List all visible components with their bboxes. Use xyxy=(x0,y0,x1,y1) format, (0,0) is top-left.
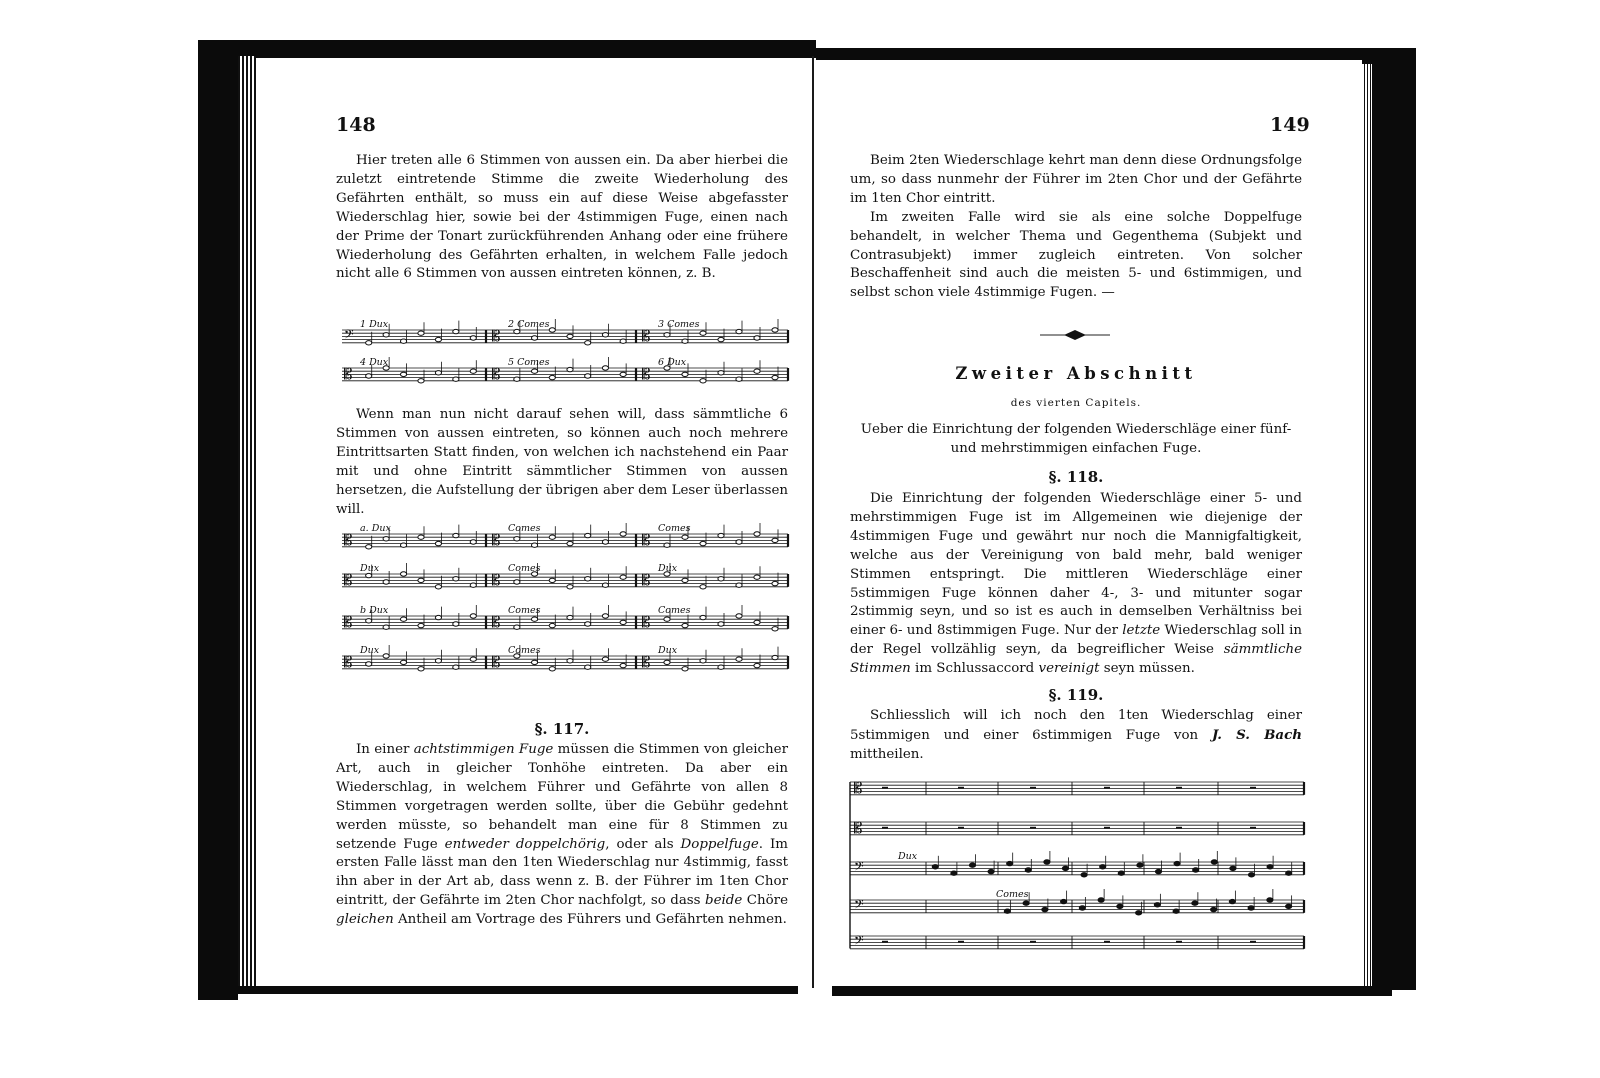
music-note xyxy=(585,533,591,537)
music-note xyxy=(682,339,688,343)
music-note xyxy=(366,662,372,666)
music-note xyxy=(418,331,424,335)
music-note xyxy=(1137,863,1143,867)
music-note xyxy=(1117,904,1123,908)
music-note xyxy=(754,663,760,667)
music-note xyxy=(1267,898,1273,902)
clef-icon: 𝄡 xyxy=(642,365,651,383)
voice-label: 3 Comes xyxy=(658,319,700,330)
music-note xyxy=(514,537,520,541)
music-note xyxy=(470,657,476,661)
music-note xyxy=(549,375,555,379)
music-note xyxy=(514,329,520,333)
music-note xyxy=(1081,873,1087,877)
music-note xyxy=(435,615,441,619)
ornament-divider xyxy=(1040,329,1110,341)
music-note xyxy=(514,580,520,584)
music-note xyxy=(585,665,591,669)
music-note xyxy=(1062,866,1068,870)
music-note xyxy=(585,577,591,581)
music-note xyxy=(620,532,626,536)
music-note xyxy=(585,374,591,378)
right-paragraph-4: Schliesslich will ich noch den 1ten Wiederschlag einer 5stimmigen und einer 6stimmigen Fuge von J. S. Bach mittheilen. xyxy=(850,708,1302,762)
music-note xyxy=(682,578,688,582)
music-note xyxy=(620,372,626,376)
music-note xyxy=(602,583,608,587)
book-gutter xyxy=(812,56,814,988)
music-note xyxy=(772,627,778,631)
music-note xyxy=(400,543,406,547)
music-note xyxy=(1007,861,1013,865)
music-staff xyxy=(342,523,788,549)
whole-rest xyxy=(1176,827,1182,829)
music-note xyxy=(718,577,724,581)
music-example-2 xyxy=(340,522,792,684)
section-title: Ueber die Einrichtung der folgenden Wiederschläge einer fünf- und mehrstimmigen einfachen Fuge. xyxy=(860,422,1292,456)
whole-rest xyxy=(1030,787,1036,789)
music-note xyxy=(549,535,555,539)
music-note xyxy=(736,657,742,661)
music-note xyxy=(718,622,724,626)
music-note xyxy=(383,580,389,584)
music-note xyxy=(400,617,406,621)
music-note xyxy=(470,583,476,587)
music-note xyxy=(1267,865,1273,869)
clef-icon: 𝄢 xyxy=(854,933,864,951)
music-note xyxy=(602,614,608,618)
music-note xyxy=(1286,871,1292,875)
music-note xyxy=(400,339,406,343)
music-note xyxy=(567,541,573,545)
music-note xyxy=(664,543,670,547)
music-note xyxy=(435,541,441,545)
music-note xyxy=(531,660,537,664)
voice-label: Dux xyxy=(658,645,678,656)
music-note xyxy=(682,623,688,627)
music-note xyxy=(1193,868,1199,872)
whole-rest xyxy=(1030,941,1036,943)
music-note xyxy=(736,583,742,587)
music-staff xyxy=(850,819,1304,837)
music-note xyxy=(366,619,372,623)
whole-rest xyxy=(882,827,888,829)
music-note xyxy=(567,334,573,338)
music-note xyxy=(602,333,608,337)
music-note xyxy=(366,573,372,577)
music-note xyxy=(700,379,706,383)
clef-icon: 𝄡 xyxy=(492,613,501,631)
voice-label: Dux xyxy=(360,563,380,574)
music-note xyxy=(366,545,372,549)
music-note xyxy=(700,331,706,335)
clef-icon: 𝄢 xyxy=(854,897,864,915)
music-note xyxy=(531,617,537,621)
book-edge-bottom-left xyxy=(198,986,798,994)
music-note xyxy=(567,659,573,663)
chapter-subheading: des vierten Capitels. xyxy=(1010,397,1142,409)
music-note xyxy=(453,622,459,626)
music-note xyxy=(736,329,742,333)
music-staff xyxy=(342,563,788,589)
clef-icon: 𝄡 xyxy=(344,653,353,671)
music-staff xyxy=(342,357,788,383)
whole-rest xyxy=(958,787,964,789)
whole-rest xyxy=(1104,787,1110,789)
page-stack-left xyxy=(238,56,256,991)
music-note xyxy=(736,377,742,381)
music-note xyxy=(602,657,608,661)
music-note xyxy=(1004,909,1010,913)
music-note xyxy=(585,622,591,626)
voice-label: Comes xyxy=(658,605,691,616)
music-note xyxy=(1079,906,1085,910)
whole-rest xyxy=(1104,941,1110,943)
music-note xyxy=(1061,899,1067,903)
clef-icon: 𝄡 xyxy=(642,327,651,345)
music-note xyxy=(549,667,555,671)
left-paragraph-3: In einer achtstimmigen Fuge müssen die Stimmen von gleicher Art, auch in gleicher Tonhöhe eintreten. Da aber ein Wiederschlag, in welchem Führer und Gefährte von allen 8 Stimmen vorgetragen werden sollte, über die Gebühr gedehnt werden müsste, so behandelt man eine für 8 Stimmen zu setzende Fuge entweder doppelchörig, oder als Doppelfuge. Im ersten Falle lässt man den 1ten Wiederschlag nur 4stimmig, fasst ihn aber in der Art ab, dass wenn z. B. der Führer im 1ten Chor eintritt, der Gefährte im 2ten Chor nachfolgt, so dass beide Chöre gleichen Antheil am Vortrage des Führers und Gefährten nehmen. xyxy=(336,742,789,928)
music-note xyxy=(969,863,975,867)
clef-icon: 𝄡 xyxy=(492,653,501,671)
clef-icon: 𝄡 xyxy=(854,819,863,837)
music-note xyxy=(418,379,424,383)
whole-rest xyxy=(958,941,964,943)
music-note xyxy=(400,372,406,376)
music-note xyxy=(718,533,724,537)
music-note xyxy=(1248,906,1254,910)
whole-rest xyxy=(882,941,888,943)
music-note xyxy=(772,581,778,585)
music-note xyxy=(531,336,537,340)
music-note xyxy=(418,578,424,582)
music-note xyxy=(1042,907,1048,911)
music-note xyxy=(383,333,389,337)
music-note xyxy=(951,871,957,875)
clef-icon: 𝄡 xyxy=(344,365,353,383)
chapter-section-heading: Zweiter Abschnitt xyxy=(955,364,1197,383)
music-note xyxy=(1154,903,1160,907)
clef-icon: 𝄡 xyxy=(642,531,651,549)
voice-label: a. Dux xyxy=(360,523,391,534)
music-note xyxy=(718,665,724,669)
voice-label: 6 Dux xyxy=(658,357,687,368)
whole-rest xyxy=(1104,827,1110,829)
clef-icon: 𝄢 xyxy=(344,327,354,345)
music-staff xyxy=(342,605,788,631)
music-staff xyxy=(850,779,1304,797)
music-note xyxy=(1286,904,1292,908)
music-note xyxy=(418,623,424,627)
clef-icon: 𝄡 xyxy=(492,327,501,345)
voice-label: 5 Comes xyxy=(508,357,550,368)
page-stack-right xyxy=(1362,64,1372,989)
section-117-heading: §. 117. xyxy=(534,720,590,738)
music-note xyxy=(567,367,573,371)
music-note xyxy=(567,585,573,589)
music-note xyxy=(470,614,476,618)
right-page-number: 149 xyxy=(1270,114,1310,136)
whole-rest xyxy=(882,787,888,789)
music-note xyxy=(1173,909,1179,913)
music-note xyxy=(453,533,459,537)
clef-icon: 𝄡 xyxy=(344,613,353,631)
music-note xyxy=(435,337,441,341)
music-staff xyxy=(850,889,1304,915)
book-edge-right xyxy=(1372,60,1416,990)
voice-label: b Dux xyxy=(360,605,389,616)
clef-icon: 𝄡 xyxy=(344,571,353,589)
music-note xyxy=(988,869,994,873)
music-note xyxy=(772,328,778,332)
music-note xyxy=(549,578,555,582)
music-note xyxy=(585,341,591,345)
music-note xyxy=(1211,907,1217,911)
music-example-1 xyxy=(340,316,792,396)
music-note xyxy=(470,369,476,373)
music-note xyxy=(453,377,459,381)
music-note xyxy=(932,865,938,869)
music-note xyxy=(383,654,389,658)
music-note xyxy=(772,375,778,379)
music-note xyxy=(1044,860,1050,864)
music-note xyxy=(1211,860,1217,864)
whole-rest xyxy=(958,827,964,829)
music-note xyxy=(383,625,389,629)
music-note xyxy=(531,543,537,547)
music-note xyxy=(700,541,706,545)
voice-label: 1 Dux xyxy=(360,319,389,330)
music-note xyxy=(435,371,441,375)
music-note xyxy=(700,585,706,589)
voice-label: Comes xyxy=(996,889,1029,900)
left-page-number: 148 xyxy=(336,114,376,136)
music-note xyxy=(754,369,760,373)
voice-label: Comes xyxy=(508,523,541,534)
music-note xyxy=(772,655,778,659)
clef-icon: 𝄢 xyxy=(854,859,864,877)
music-note xyxy=(1248,873,1254,877)
music-staff xyxy=(342,319,788,345)
music-note xyxy=(514,625,520,629)
right-paragraph-3: Die Einrichtung der folgenden Wiederschläge einer 5- und mehrstimmigen Fuge ist im Allgemeinen wie diejenige der 4stimmigen Fuge und gewährt nur noch die Mannigfaltigkeit, welche aus der Vereinigung von bald mehr, bald weniger Stimmen entspringt. Die mittleren Wiederschläge einer 5stimmigen Fuge können daher 4-, 3- und mitunter sogar 2stimmig seyn, und so ist es auch in demselben Verhältniss bei einer 6- und 8stimmigen Fuge. Nur der letzte Wiederschlag soll in der Regel vollzählig seyn, da begreiflicher Weise sämmtliche Stimmen im Schlussaccord vereinigt seyn müssen. xyxy=(850,491,1302,677)
music-staff xyxy=(850,933,1304,951)
music-note xyxy=(754,620,760,624)
music-note xyxy=(1118,871,1124,875)
music-note xyxy=(514,377,520,381)
clef-icon: 𝄡 xyxy=(642,571,651,589)
music-score-bach xyxy=(846,776,1308,956)
clef-icon: 𝄡 xyxy=(854,779,863,797)
music-note xyxy=(1155,869,1161,873)
voice-label: Dux xyxy=(360,645,380,656)
music-note xyxy=(1174,861,1180,865)
voice-label: Comes xyxy=(658,523,691,534)
music-note xyxy=(682,372,688,376)
music-note xyxy=(754,532,760,536)
voice-label: Comes xyxy=(508,563,541,574)
voice-label: 2 Comes xyxy=(508,319,550,330)
left-paragraph-2: Wenn man nun nicht darauf sehen will, dass sämmtliche 6 Stimmen von aussen eintreten, so können auch noch mehrere Eintrittsarten Statt finden, von welchen ich nachstehend ein Paar mit und ohne Eintritt sämmtlicher Stimmen von aussen hersetzen, die Aufstellung der übrigen aber dem Leser überlassen will. xyxy=(336,407,788,517)
music-note xyxy=(718,337,724,341)
music-note xyxy=(700,615,706,619)
music-note xyxy=(620,575,626,579)
left-paragraph-1: Hier treten alle 6 Stimmen von aussen ein. Da aber hierbei die zuletzt eintretende Stimme die zweite Wiederholung des Gefährten enthält, so muss ein auf diese Weise abgefasster Wiederschlag hier, sowie bei der 4stimmigen Fuge, einen nach der Prime der Tonart zurückführenden Anhang oder eine frühere Wiederholung des Gefährten erhalten, in welchem Falle jedoch nicht alle 6 Stimmen von aussen eintreten können, z. B. xyxy=(336,153,788,282)
music-note xyxy=(754,575,760,579)
music-note xyxy=(1025,868,1031,872)
music-note xyxy=(1230,866,1236,870)
book-edge-left xyxy=(198,48,238,1000)
music-note xyxy=(736,540,742,544)
music-note xyxy=(549,623,555,627)
whole-rest xyxy=(1250,787,1256,789)
whole-rest xyxy=(1176,941,1182,943)
music-note xyxy=(418,535,424,539)
music-note xyxy=(453,665,459,669)
clef-icon: 𝄡 xyxy=(492,531,501,549)
music-note xyxy=(700,659,706,663)
music-note xyxy=(400,572,406,576)
right-paragraph-1: Beim 2ten Wiederschlage kehrt man denn diese Ordnungsfolge um, so dass nunmehr der Führer im 2ten Chor und der Gefährte im 1ten Chor eintritt. Im zweiten Falle wird sie als eine solche Doppelfuge behandelt, in welcher Thema und Gegenthema (Subjekt und Contrasubjekt) immer zugleich eintreten. Von solcher Beschaffenheit sind auch die meisten 5- und 6stimmigen, und selbst schon viele 4stimmige Fugen. — xyxy=(850,153,1302,301)
voice-label: Comes xyxy=(508,605,541,616)
music-note xyxy=(383,537,389,541)
book-edge-top-left xyxy=(198,40,816,58)
music-note xyxy=(366,341,372,345)
music-note xyxy=(620,339,626,343)
music-note xyxy=(531,369,537,373)
music-note xyxy=(1023,901,1029,905)
music-note xyxy=(453,577,459,581)
music-note xyxy=(602,540,608,544)
music-note xyxy=(470,336,476,340)
music-note xyxy=(620,620,626,624)
whole-rest xyxy=(1030,827,1036,829)
music-note xyxy=(1192,901,1198,905)
music-note xyxy=(1100,865,1106,869)
clef-icon: 𝄡 xyxy=(642,653,651,671)
whole-rest xyxy=(1250,827,1256,829)
music-note xyxy=(664,660,670,664)
voice-label: Dux xyxy=(658,563,678,574)
whole-rest xyxy=(1176,787,1182,789)
music-note xyxy=(772,538,778,542)
book-edge-bottom-right xyxy=(832,986,1392,996)
music-note xyxy=(754,336,760,340)
voice-label: Dux xyxy=(898,851,918,862)
music-note xyxy=(718,371,724,375)
clef-icon: 𝄡 xyxy=(492,571,501,589)
music-note xyxy=(620,663,626,667)
music-note xyxy=(1098,898,1104,902)
whole-rest xyxy=(1250,941,1256,943)
music-note xyxy=(682,535,688,539)
music-note xyxy=(435,585,441,589)
music-note xyxy=(736,614,742,618)
music-note xyxy=(1136,911,1142,915)
section-119-heading: §. 119. xyxy=(1048,686,1104,704)
music-note xyxy=(664,617,670,621)
voice-label: Comes xyxy=(508,645,541,656)
clef-icon: 𝄡 xyxy=(344,531,353,549)
music-note xyxy=(549,328,555,332)
music-note xyxy=(602,366,608,370)
clef-icon: 𝄡 xyxy=(642,613,651,631)
clef-icon: 𝄡 xyxy=(492,365,501,383)
music-note xyxy=(400,660,406,664)
music-note xyxy=(470,540,476,544)
music-note xyxy=(664,333,670,337)
music-note xyxy=(1229,899,1235,903)
section-118-heading: §. 118. xyxy=(1048,468,1104,486)
voice-label: 4 Dux xyxy=(360,357,389,368)
music-note xyxy=(366,374,372,378)
music-note xyxy=(682,667,688,671)
music-note xyxy=(435,659,441,663)
music-note xyxy=(418,667,424,671)
music-staff xyxy=(850,851,1304,877)
music-note xyxy=(453,329,459,333)
music-note xyxy=(567,615,573,619)
music-staff xyxy=(342,645,788,671)
